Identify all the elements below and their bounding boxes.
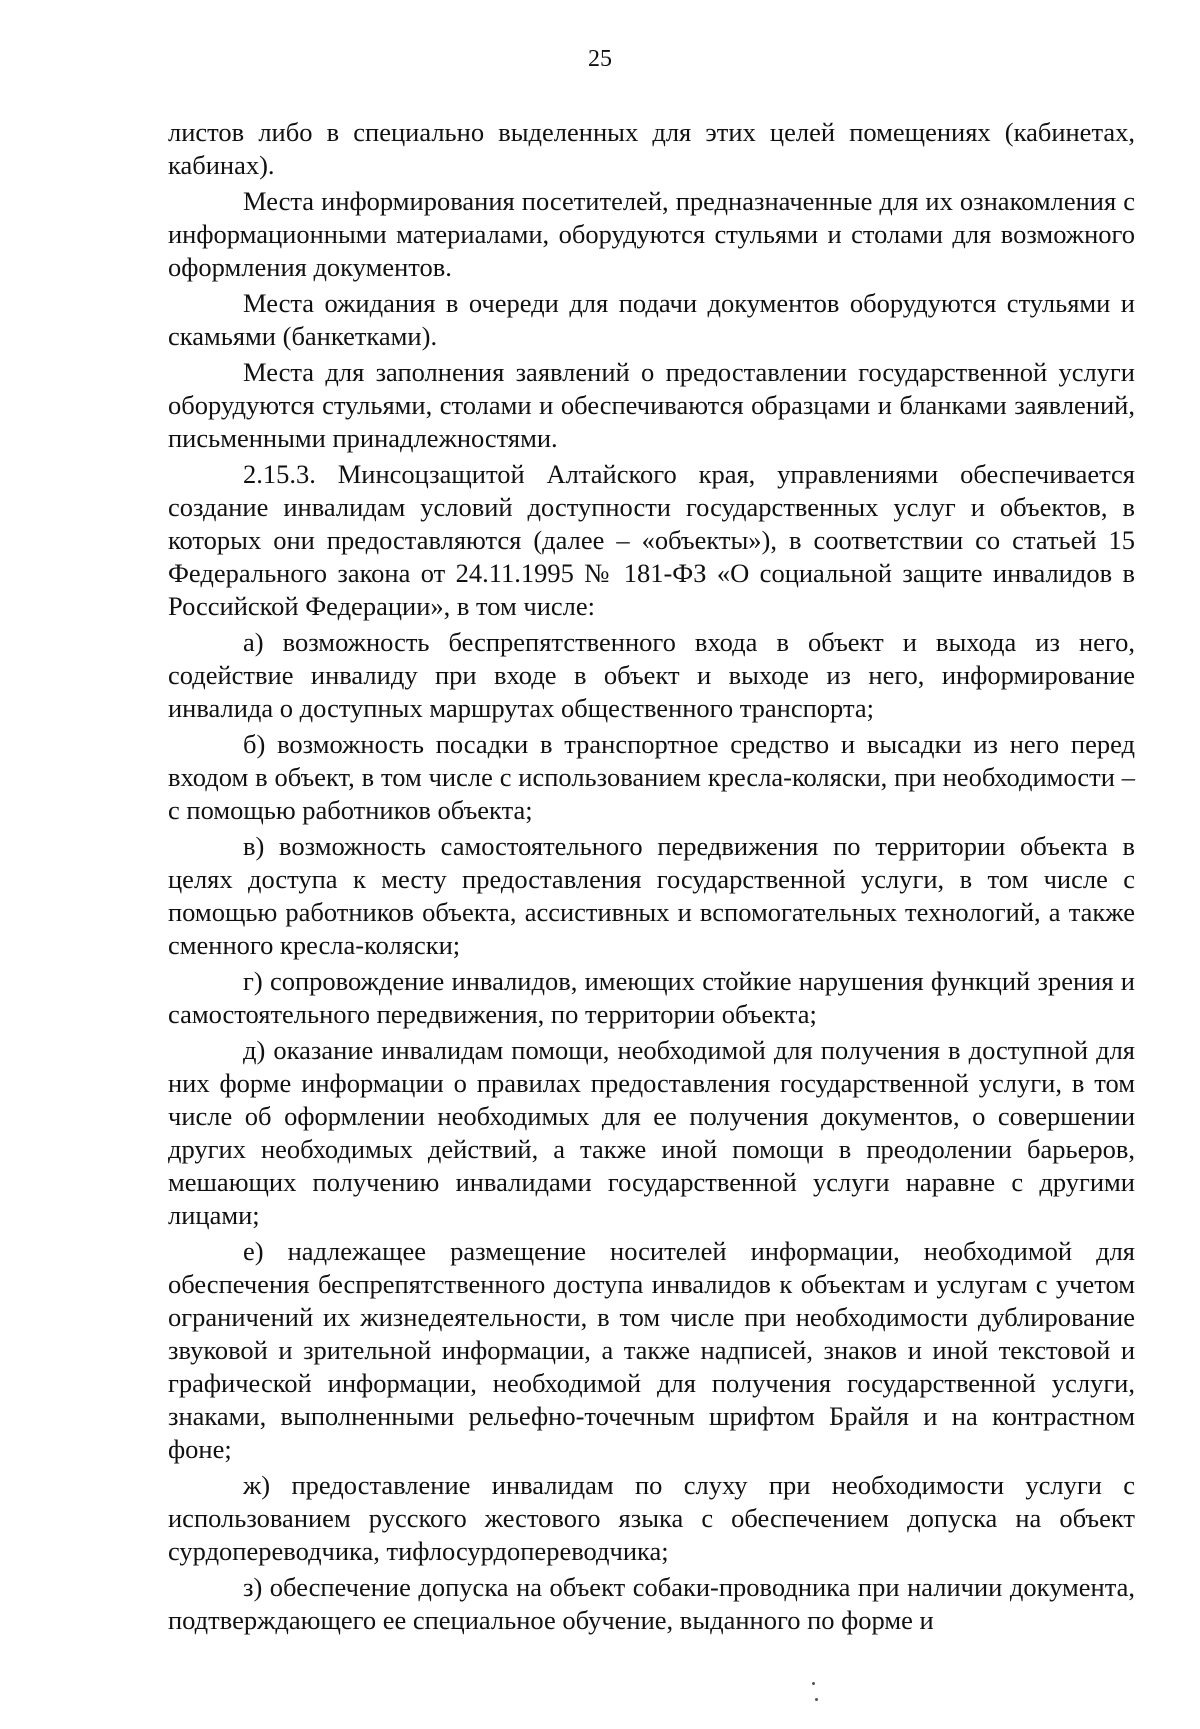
paragraph-section-2-15-3: 2.15.3. Минсоцзащитой Алтайского края, управлениями обеспечивается создание инвалидам условий доступности государственных услуг и объектов, в которых они предоставляются (далее – «объекты»), в соответствии со статьей 15 Федерального закона от 24.11.1995 № 181-ФЗ «О социальной защите инвалидов в Российской Федерации», в том числе: — [168, 459, 1135, 621]
paragraph-waiting-places: Места ожидания в очереди для подачи документов оборудуются стульями и скамьями (банкетками). — [168, 288, 1135, 351]
list-item-e: е) надлежащее размещение носителей информации, необходимой для обеспечения беспрепятственного доступа инвалидов к объектам и услугам с учетом ограничений их жизнедеятельности, в том числе при необходимости дублирование звуковой и зрительной информации, а также надписей, знаков и иной текстовой и графической информации, необходимой для получения государственной услуги, знаками, выполненными рельефно-точечным шрифтом Брайля и на контрастном фоне; — [168, 1236, 1135, 1464]
list-item-zh: ж) предоставление инвалидам по слуху при необходимости услуги с использованием русского жестового языка с обеспечением допуска на объект сурдопереводчика, тифлосурдопереводчика; — [168, 1470, 1135, 1566]
paragraph-application-places: Места для заполнения заявлений о предоставлении государственной услуги оборудуются стульями, столами и обеспечиваются образцами и бланками заявлений, письменными принадлежностями. — [168, 357, 1135, 453]
paragraph-information-places: Места информирования посетителей, предназначенные для их ознакомления с информационными материалами, оборудуются стульями и столами для возможного оформления документов. — [168, 186, 1135, 282]
list-item-a: а) возможность беспрепятственного входа в объект и выхода из него, содействие инвалиду при входе в объект и выходе из него, информирование инвалида о доступных маршрутах общественного транспорта; — [168, 627, 1135, 723]
document-body — [168, 116, 1135, 1637]
list-item-d: д) оказание инвалидам помощи, необходимой для получения в доступной для них форме информации о правилах предоставления государственной услуги, в том числе об оформлении необходимых для ее получения документов, о совершении других необходимых действий, а также иной помощи в преодолении барьеров, мешающих получению инвалидами государственной услуги наравне с другими лицами; — [168, 1035, 1135, 1230]
paragraph-continuation: листов либо в специально выделенных для этих целей помещениях (кабинетах, кабинах). — [168, 117, 1135, 180]
scan-speck — [815, 1698, 818, 1701]
list-item-v: в) возможность самостоятельного передвижения по территории объекта в целях доступа к месту предоставления государственной услуги, в том числе с помощью работников объекта, ассистивных и вспомогательных технологий, а также сменного кресла-коляски; — [168, 831, 1135, 960]
scan-speck — [812, 1682, 815, 1685]
list-item-z: з) обеспечение допуска на объект собаки-проводника при наличии документа, подтверждающего ее специальное обучение, выданного по форме и — [168, 1572, 1135, 1635]
list-item-g: г) сопровождение инвалидов, имеющих стойкие нарушения функций зрения и самостоятельного передвижения, по территории объекта; — [168, 966, 1135, 1029]
page-number: 25 — [588, 46, 612, 72]
list-item-b: б) возможность посадки в транспортное средство и высадки из него перед входом в объект, в том числе с использованием кресла-коляски, при необходимости – с помощью работников объекта; — [168, 729, 1135, 825]
